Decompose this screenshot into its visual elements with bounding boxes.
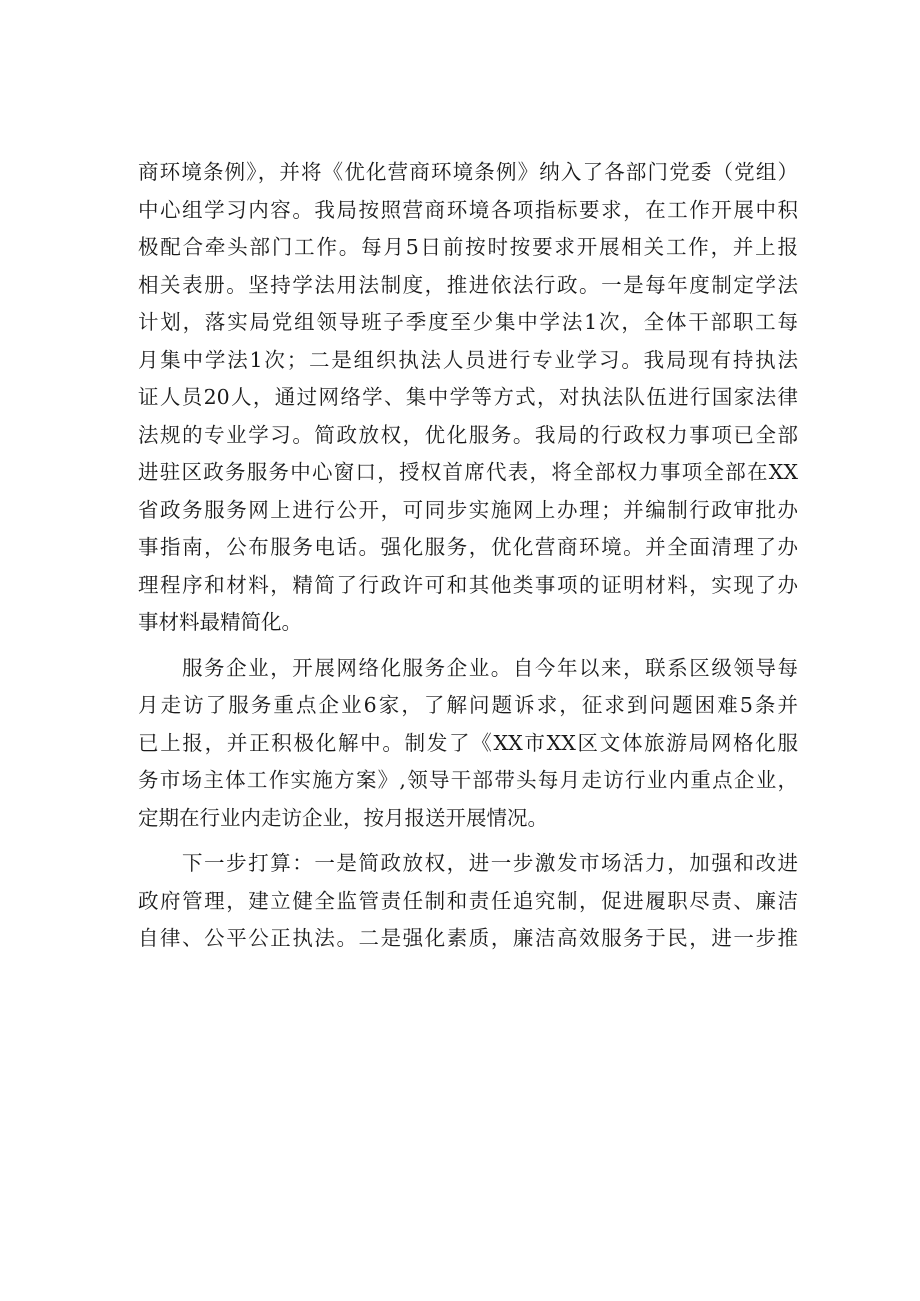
text-line: 相关表册。坚持学法用法制度，推进依法行政。一是每年度制定学法 (138, 272, 798, 297)
paragraph-spacer (138, 837, 798, 845)
text-line: 省政务服务网上进行公开，可同步实施网上办理；并编制行政审批办 (138, 497, 798, 522)
text-line: 政府管理，建立健全监管责任制和责任追究制，促进履职尽责、廉洁 (138, 888, 798, 913)
text-line: 进驻区政务服务中心窗口，授权首席代表，将全部权力事项全部在XX (138, 460, 798, 484)
text-line: 月走访了服务重点企业6家，了解问题诉求，征求到问题困难5条并 (138, 693, 798, 717)
text-line: 证人员20人，通过网络学、集中学等方式，对执法队伍进行国家法律 (138, 385, 798, 409)
text-line: 理程序和材料，精简了行政许可和其他类事项的证明材料，实现了办 (138, 572, 798, 597)
text-line: 已上报，并正积极化解中。制发了《XX市XX区文体旅游局网格化服 (138, 730, 798, 755)
text-line: 商环境条例》，并将《优化营商环境条例》纳入了各部门党委（党组） (138, 160, 798, 184)
text-line: 中心组学习内容。我局按照营商环境各项指标要求，在工作开展中积 (138, 197, 798, 222)
text-line: 事材料最精简化。 (138, 610, 302, 634)
text-line: 计划，落实局党组领导班子季度至少集中学法1次，全体干部职工每 (138, 310, 798, 334)
text-line: 自律、公平公正执法。二是强化素质，廉洁高效服务于民，进一步推 (138, 926, 798, 950)
text-line: 事指南，公布服务电话。强化服务，优化营商环境。并全面清理了办 (138, 535, 798, 559)
paragraph-spacer (138, 642, 798, 650)
text-line: 服务企业，开展网络化服务企业。自今年以来，联系区级领导每 (182, 655, 798, 680)
text-line: 务市场主体工作实施方案》,领导干部带头每月走访行业内重点企业， (138, 768, 798, 792)
text-line: 极配合牵头部门工作。每月5日前按时按要求开展相关工作，并上报 (138, 235, 798, 259)
body-text (138, 154, 798, 958)
text-line: 下一步打算：一是简政放权，进一步激发市场活力，加强和改进 (182, 851, 798, 875)
text-line: 法规的专业学习。简政放权，优化服务。我局的行政权力事项已全部 (138, 422, 798, 447)
text-line: 月集中学法1次；二是组织执法人员进行专业学习。我局现有持执法 (138, 347, 798, 372)
text-line: 定期在行业内走访企业，按月报送开展情况。 (138, 805, 548, 830)
